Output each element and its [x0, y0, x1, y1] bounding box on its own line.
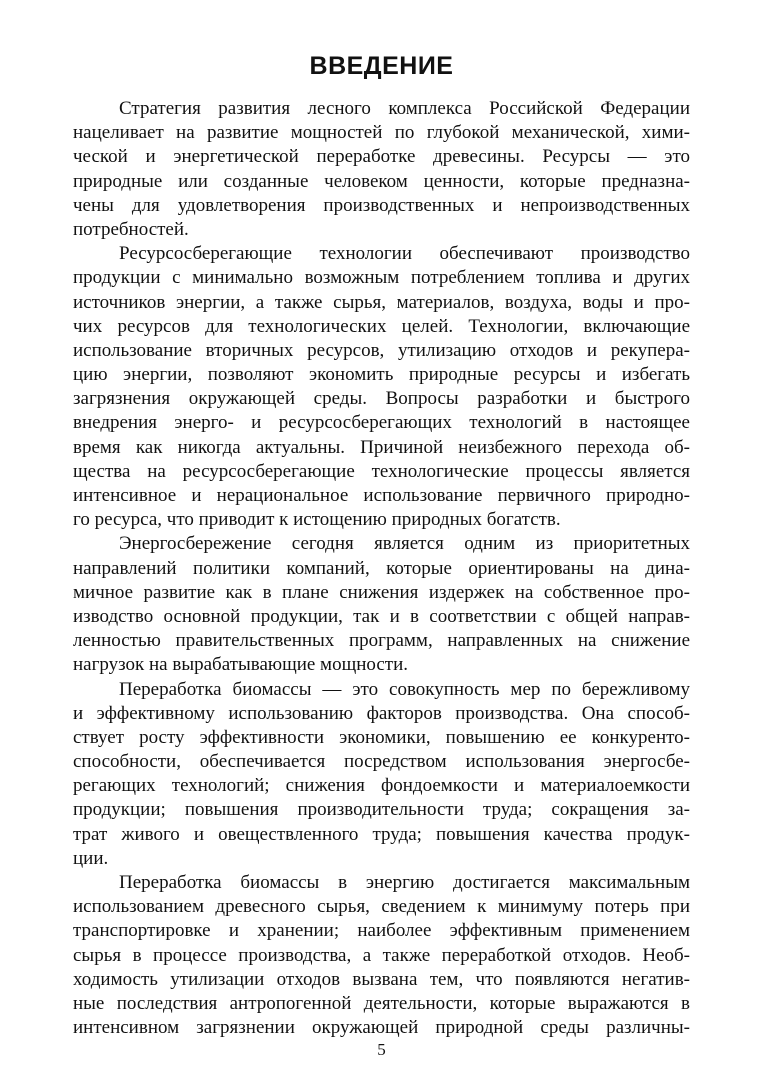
text-line: ные последствия антропогенной деятельности, которые выражаются в: [73, 992, 690, 1014]
text-line: щества на ресурсосберегающие технологические процессы является: [73, 460, 690, 482]
text-line: ческой и энергетической переработке древесины. Ресурсы — это: [73, 146, 690, 168]
text-line: трат живого и овеществленного труда; повышения качества продук-: [73, 823, 690, 845]
text-line: продукции; повышения производительности труда; сокращения за-: [73, 799, 690, 821]
text-line: чены для удовлетворения производственных и непроизводственных: [73, 194, 690, 216]
page-title: ВВЕДЕНИЕ: [309, 52, 454, 80]
text-line: транспортировке и хранении; наиболее эффективным применением: [73, 920, 690, 942]
text-line: чих ресурсов для технологических целей. Технологии, включающие: [73, 315, 690, 337]
paragraph: [73, 871, 690, 1040]
paragraph: [73, 242, 690, 532]
page-number: 5: [377, 1040, 386, 1059]
text-line: Переработка биомассы — это совокупность мер по бережливому: [119, 678, 690, 700]
text-line: Переработка биомассы в энергию достигается максимальным: [119, 872, 690, 893]
text-line: продукции с минимально возможным потреблением топлива и других: [73, 267, 690, 289]
text-line: го ресурса, что приводит к истощению природных богатств.: [73, 509, 561, 531]
text-line: внедрения энерго- и ресурсосберегающих технологий в настоящее: [73, 412, 690, 434]
text-line: ствует росту эффективности экономики, повышению ее конкуренто-: [73, 726, 690, 748]
text-line: Стратегия развития лесного комплекса Российской Федерации: [119, 98, 690, 119]
text-line: использованием древесного сырья, сведением к минимуму потерь при: [73, 896, 690, 918]
paragraph: [73, 97, 690, 242]
text-line: интенсивное и нерациональное использование первичного природно-: [73, 485, 690, 506]
text-line: ции.: [73, 847, 109, 869]
text-body: [73, 97, 690, 1040]
text-line: источников энергии, а также сырья, материалов, воздуха, воды и про-: [73, 291, 690, 313]
text-line: использование вторичных ресурсов, утилизацию отходов и рекупера-: [73, 339, 690, 361]
text-line: направлений политики компаний, которые ориентированы на дина-: [73, 557, 690, 579]
text-line: нацеливает на развитие мощностей по глубокой механической, хими-: [73, 122, 690, 144]
text-line: цию энергии, позволяют экономить природные ресурсы и избегать: [73, 364, 690, 386]
text-line: загрязнения окружающей среды. Вопросы разработки и быстрого: [73, 388, 690, 410]
text-line: время как никогда актуальны. Причиной неизбежного перехода об-: [73, 436, 690, 458]
text-line: нагрузок на вырабатывающие мощности.: [73, 654, 408, 676]
text-line: сырья в процессе производства, а также переработкой отходов. Необ-: [73, 944, 690, 966]
text-line: ленностью правительственных программ, направленных на снижение: [73, 630, 690, 652]
text-line: регающих технологий; снижения фондоемкости и материалоемкости: [73, 775, 690, 797]
text-line: и эффективному использованию факторов производства. Она способ-: [73, 702, 690, 724]
page-body: [73, 52, 690, 1040]
text-line: способности, обеспечивается посредством использования энергосбе-: [73, 751, 690, 773]
text-line: природные или созданные человеком ценности, которые предназна-: [73, 170, 690, 192]
text-line: изводство основной продукции, так и в соответствии с общей направ-: [73, 605, 690, 627]
paragraph: [73, 678, 690, 872]
text-line: потребностей.: [73, 218, 189, 240]
paragraph: [73, 532, 690, 677]
text-line: ходимость утилизации отходов вызвана тем, что появляются негатив-: [73, 968, 690, 990]
text-line: Ресурсосберегающие технологии обеспечивают производство: [119, 243, 690, 265]
text-line: мичное развитие как в плане снижения издержек на собственное про-: [73, 581, 690, 603]
text-line: Энергосбережение сегодня является одним из приоритетных: [119, 533, 690, 555]
text-line: интенсивном загрязнении окружающей природной среды различны-: [73, 1017, 690, 1039]
